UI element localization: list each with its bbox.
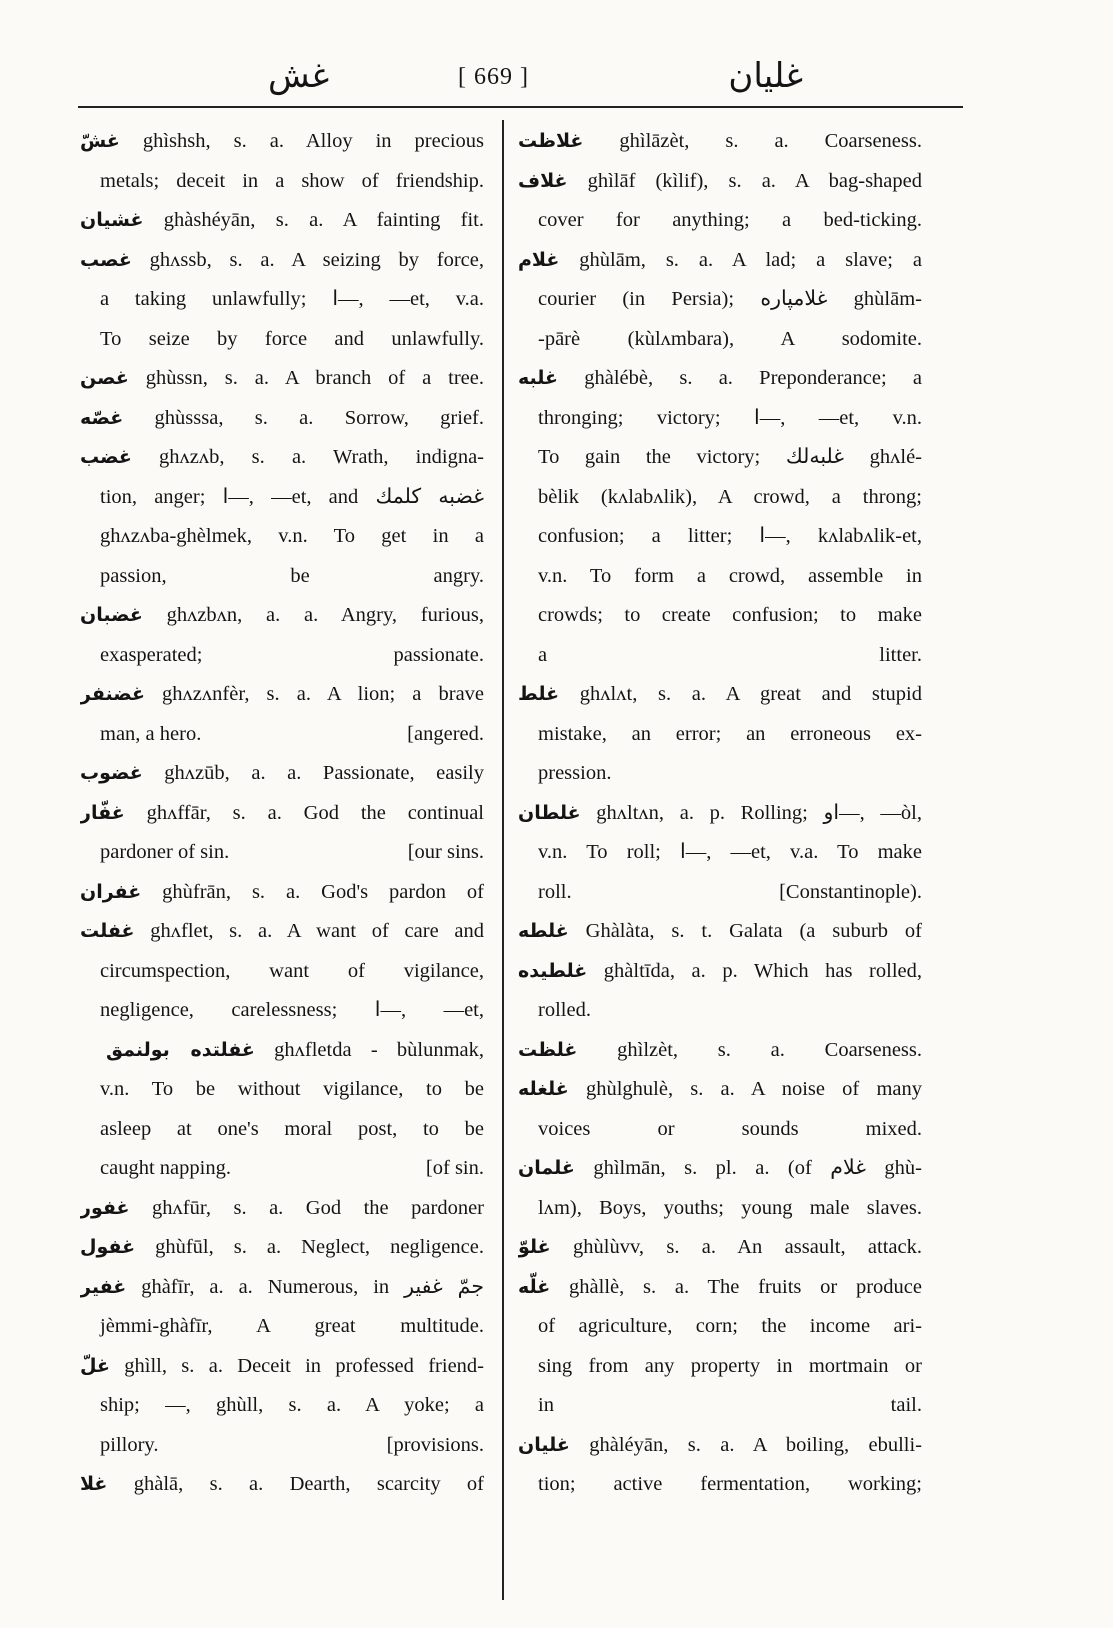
arabic-headword: غلّ: [80, 1354, 110, 1377]
line-text: ghùssn, s. a. A branch of a tree.: [145, 367, 484, 389]
entry-continuation-line: [518, 1307, 922, 1347]
entry-continuation-line: [80, 833, 484, 873]
line-text: ghʌflet, s. a. A want of care and: [150, 920, 484, 942]
dictionary-entry-line: [518, 912, 922, 952]
dictionary-entry-line: [518, 952, 922, 992]
entry-continuation-line: [518, 399, 922, 439]
line-text: ghʌzʌba-ghèlmek, v.n. To get in a: [100, 525, 484, 547]
arabic-headword: غليان: [518, 1433, 570, 1456]
line-text: ghìll, s. a. Deceit in professed friend-: [124, 1354, 484, 1377]
dictionary-entry-line: [518, 1031, 922, 1071]
line-text: caught napping.: [100, 1157, 231, 1179]
arabic-headword: غشّ: [80, 130, 120, 152]
arabic-headword: غفور: [80, 1196, 130, 1219]
arabic-headword: غلّه: [518, 1275, 551, 1298]
turned-over-text: [of sin.: [425, 1157, 484, 1179]
line-text: of agriculture, corn; the income ari-: [538, 1315, 922, 1337]
arabic-headword: غلطه: [518, 920, 569, 942]
arabic-headword: غلوّ: [518, 1236, 551, 1258]
arabic-headword: غلاظت: [518, 130, 584, 152]
dictionary-entry-line: [518, 122, 922, 162]
entry-continuation-line: [518, 1465, 922, 1505]
entry-continuation-line: [80, 1307, 484, 1347]
entry-continuation-line: [518, 833, 922, 873]
entry-continuation-line: [518, 517, 922, 557]
entry-continuation-line: [518, 873, 922, 913]
line-text: a taking unlawfully; ا—, —et, v.a.: [100, 288, 484, 310]
line-text: ghùfrān, s. a. God's pardon of: [162, 880, 484, 903]
dictionary-entry-line: [80, 1228, 484, 1268]
entry-continuation-line: [80, 1070, 484, 1110]
line-text: ghʌfūr, s. a. God the pardoner: [152, 1196, 484, 1219]
entry-continuation-line: [518, 320, 922, 360]
line-text: ghùfūl, s. a. Neglect, negligence.: [155, 1236, 484, 1258]
line-text: man, a hero.: [100, 722, 202, 745]
dictionary-entry-line: [80, 122, 484, 162]
line-text: cover for anything; a bed-ticking.: [538, 209, 922, 231]
line-text: exasperated; passionate.: [100, 643, 484, 666]
arabic-headword: غفلت: [80, 920, 135, 942]
arabic-headword: غلغله: [518, 1078, 569, 1100]
line-text: ghùsssa, s. a. Sorrow, grief.: [154, 406, 484, 429]
entry-continuation-line: [80, 715, 484, 755]
dictionary-entry-line: [80, 675, 484, 715]
line-text: ghàlébè, s. a. Preponderance; a: [584, 367, 922, 389]
line-text: crowds; to create confusion; to make: [538, 604, 922, 626]
dictionary-entry-line: [518, 162, 922, 202]
dictionary-entry-line: [80, 241, 484, 281]
entry-continuation-line: [518, 1110, 922, 1150]
line-text: ghùlām, s. a. A lad; a slave; a: [579, 248, 922, 271]
dictionary-entry-line: [518, 1070, 922, 1110]
dictionary-entry-line: [80, 438, 484, 478]
dictionary-entry-line: [518, 1149, 922, 1189]
entry-continuation-line: [80, 1149, 484, 1189]
left-column: [80, 122, 484, 1505]
line-text: ghʌzūb, a. a. Passionate, easily: [164, 762, 484, 784]
entry-continuation-line: [518, 636, 922, 676]
entry-continuation-line: [518, 715, 922, 755]
dictionary-entry-line: [80, 596, 484, 636]
line-text: ghʌlʌt, s. a. A great and stupid: [579, 683, 922, 705]
arabic-headword: غلام: [518, 248, 560, 271]
line-text: ghʌzʌnfèr, s. a. A lion; a brave: [162, 683, 484, 705]
arabic-headword: غضبان: [80, 604, 143, 626]
arabic-headword: غصب: [80, 248, 132, 271]
dictionary-entry-line: [80, 1465, 484, 1505]
entry-continuation-line: [80, 952, 484, 992]
turned-over-text: [our sins.: [407, 841, 484, 863]
entry-continuation-line: [80, 1110, 484, 1150]
line-text: metals; deceit in a show of friendship.: [100, 169, 484, 192]
line-text: v.n. To be without vigilance, to be: [100, 1078, 484, 1100]
entry-continuation-line: [518, 1386, 922, 1426]
line-text: Ghàlàta, s. t. Galata (a suburb of: [585, 920, 922, 942]
line-text: lʌm), Boys, youths; young male slaves.: [538, 1196, 922, 1219]
line-text: ghùlghulè, s. a. A noise of many: [585, 1078, 922, 1100]
line-text: ghʌffār, s. a. God the continual: [146, 801, 484, 824]
entry-continuation-line: [80, 991, 484, 1031]
dictionary-entry-line: [80, 873, 484, 913]
dictionary-entry-line: [80, 399, 484, 439]
line-text: ghàllè, s. a. The fruits or produce: [569, 1275, 922, 1298]
entry-continuation-line: [518, 991, 922, 1031]
arabic-headword: غفير: [80, 1275, 127, 1298]
arabic-headword: غلبه: [518, 367, 559, 389]
arabic-headword: غفّار: [80, 801, 125, 824]
line-text: ghʌzbʌn, a. a. Angry, furious,: [166, 604, 484, 626]
line-text: sing from any property in mortmain or: [538, 1354, 922, 1377]
line-text: v.n. To roll; ا—, —et, v.a. To make: [538, 841, 922, 863]
right-column: [518, 122, 922, 1505]
line-text: circumspection, want of vigilance,: [100, 959, 484, 982]
line-text: ghìshsh, s. a. Alloy in precious: [142, 130, 484, 152]
entry-continuation-line: [80, 162, 484, 202]
arabic-headword: غفول: [80, 1236, 136, 1258]
entry-continuation-line: [80, 517, 484, 557]
line-text: voices or sounds mixed.: [538, 1117, 922, 1140]
arabic-headword: غلظت: [518, 1038, 578, 1061]
line-text: ghàfīr, a. a. Numerous, in جمّ غفير: [141, 1275, 484, 1298]
turned-over-text: [provisions.: [386, 1433, 484, 1456]
arabic-headword: غضنفر: [80, 683, 145, 705]
arabic-headword: غلطان: [518, 801, 581, 824]
entry-continuation-line: [518, 754, 922, 794]
dictionary-entry-line: [80, 359, 484, 399]
dictionary-entry-line: [518, 241, 922, 281]
entry-continuation-line: [80, 557, 484, 597]
line-text: tion; active fermentation, working;: [538, 1473, 922, 1495]
entry-continuation-line: [518, 1189, 922, 1229]
arabic-headword: غلط: [518, 683, 560, 705]
dictionary-entry-line: [80, 754, 484, 794]
line-text: -pārè (kùlʌmbara), A sodomite.: [538, 327, 922, 350]
left-running-headword: غش: [268, 56, 330, 96]
dictionary-entry-line: [518, 794, 922, 834]
dictionary-entry-line: [80, 1347, 484, 1387]
line-text: v.n. To form a crowd, assemble in: [538, 564, 922, 587]
line-text: ghʌfletda - bùlunmak,: [274, 1038, 484, 1061]
arabic-headword: غشيان: [80, 209, 144, 231]
column-divider: [502, 120, 504, 1600]
arabic-headword: غضوب: [80, 762, 143, 784]
entry-continuation-line: [80, 320, 484, 360]
dictionary-entry-line: [518, 1228, 922, 1268]
entry-continuation-line: [80, 1426, 484, 1466]
dictionary-entry-line: [518, 675, 922, 715]
line-text: ghàshéyān, s. a. A fainting fit.: [163, 209, 484, 231]
line-text: asleep at one's moral post, to be: [100, 1117, 484, 1140]
line-text: negligence, carelessness; ا—, —et,: [100, 999, 484, 1021]
line-text: a litter.: [538, 643, 922, 666]
entry-continuation-line: [518, 280, 922, 320]
line-text: ghìlāzèt, s. a. Coarseness.: [619, 130, 922, 152]
turned-over-text: [Constantinople).: [779, 880, 922, 903]
line-text: pardoner of sin.: [100, 841, 230, 863]
line-text: confusion; a litter; ا—, kʌlabʌlik-et,: [538, 525, 922, 547]
line-text: ghʌzʌb, s. a. Wrath, indigna-: [159, 446, 484, 468]
page-header: [78, 50, 963, 108]
arabic-headword: غلاف: [518, 169, 568, 192]
arabic-headword: غفلتده بولنمق: [106, 1038, 255, 1061]
line-text: jèmmi-ghàfīr, A great multitude.: [100, 1315, 484, 1337]
line-text: ghàltīda, a. p. Which has rolled,: [603, 959, 922, 982]
entry-continuation-line: [80, 1386, 484, 1426]
line-text: roll.: [538, 880, 572, 903]
line-text: ghàléyān, s. a. A boiling, ebulli-: [589, 1433, 922, 1456]
line-text: ghìlāf (kìlif), s. a. A bag-shaped: [587, 169, 922, 192]
line-text: courier (in Persia); غلامپاره ghùlām-: [538, 288, 922, 310]
turned-over-text: [angered.: [407, 722, 484, 745]
dictionary-entry-line: [80, 912, 484, 952]
line-text: ghʌssb, s. a. A seizing by force,: [149, 248, 484, 271]
line-text: passion, be angry.: [100, 564, 484, 587]
arabic-headword: غصن: [80, 367, 129, 389]
dictionary-entry-line: [518, 1426, 922, 1466]
line-text: rolled.: [538, 999, 591, 1021]
line-text: ghùlùvv, s. a. An assault, attack.: [573, 1236, 922, 1258]
entry-continuation-line: [80, 636, 484, 676]
entry-continuation-line: [80, 478, 484, 518]
dictionary-entry-line: [80, 201, 484, 241]
dictionary-entry-line: [518, 359, 922, 399]
arabic-headword: غلا: [80, 1473, 108, 1495]
entry-continuation-line: [80, 280, 484, 320]
entry-continuation-line: [518, 596, 922, 636]
line-text: thronging; victory; ا—, —et, v.n.: [538, 406, 922, 429]
arabic-headword: غلطيده: [518, 959, 588, 982]
line-text: pillory.: [100, 1433, 159, 1456]
page-number: [ 669 ]: [458, 64, 529, 90]
entry-continuation-line: [80, 1031, 484, 1071]
entry-continuation-line: [518, 1347, 922, 1387]
line-text: bèlik (kʌlabʌlik), A crowd, a throng;: [538, 485, 922, 508]
dictionary-entry-line: [80, 794, 484, 834]
line-text: ghìlmān, s. pl. a. (of غلام ghù-: [593, 1157, 922, 1179]
line-text: To seize by force and unlawfully.: [100, 327, 484, 350]
arabic-headword: غلمان: [518, 1157, 575, 1179]
line-text: pression.: [538, 762, 612, 784]
entry-continuation-line: [518, 557, 922, 597]
arabic-headword: غصّه: [80, 406, 124, 429]
dictionary-entry-line: [80, 1189, 484, 1229]
right-running-headword: غليان: [728, 56, 803, 96]
dictionary-entry-line: [518, 1268, 922, 1308]
line-text: mistake, an error; an erroneous ex-: [538, 722, 922, 745]
entry-continuation-line: [518, 478, 922, 518]
entry-continuation-line: [518, 201, 922, 241]
line-text: ghìlzèt, s. a. Coarseness.: [617, 1038, 922, 1061]
line-text: ghʌltʌn, a. p. Rolling; او—, —òl,: [596, 801, 922, 824]
line-text: ghàlā, s. a. Dearth, scarcity of: [133, 1473, 484, 1495]
line-text: ship; —, ghùll, s. a. A yoke; a: [100, 1394, 484, 1416]
dictionary-entry-line: [80, 1268, 484, 1308]
arabic-headword: غضب: [80, 446, 132, 468]
line-text: in tail.: [538, 1394, 922, 1416]
arabic-headword: غفران: [80, 880, 142, 903]
line-text: To gain the victory; غلبه‌لك ghʌlé-: [538, 446, 922, 468]
line-text: tion, anger; ا—, —et, and غضبه كلمك: [100, 485, 484, 508]
entry-continuation-line: [518, 438, 922, 478]
